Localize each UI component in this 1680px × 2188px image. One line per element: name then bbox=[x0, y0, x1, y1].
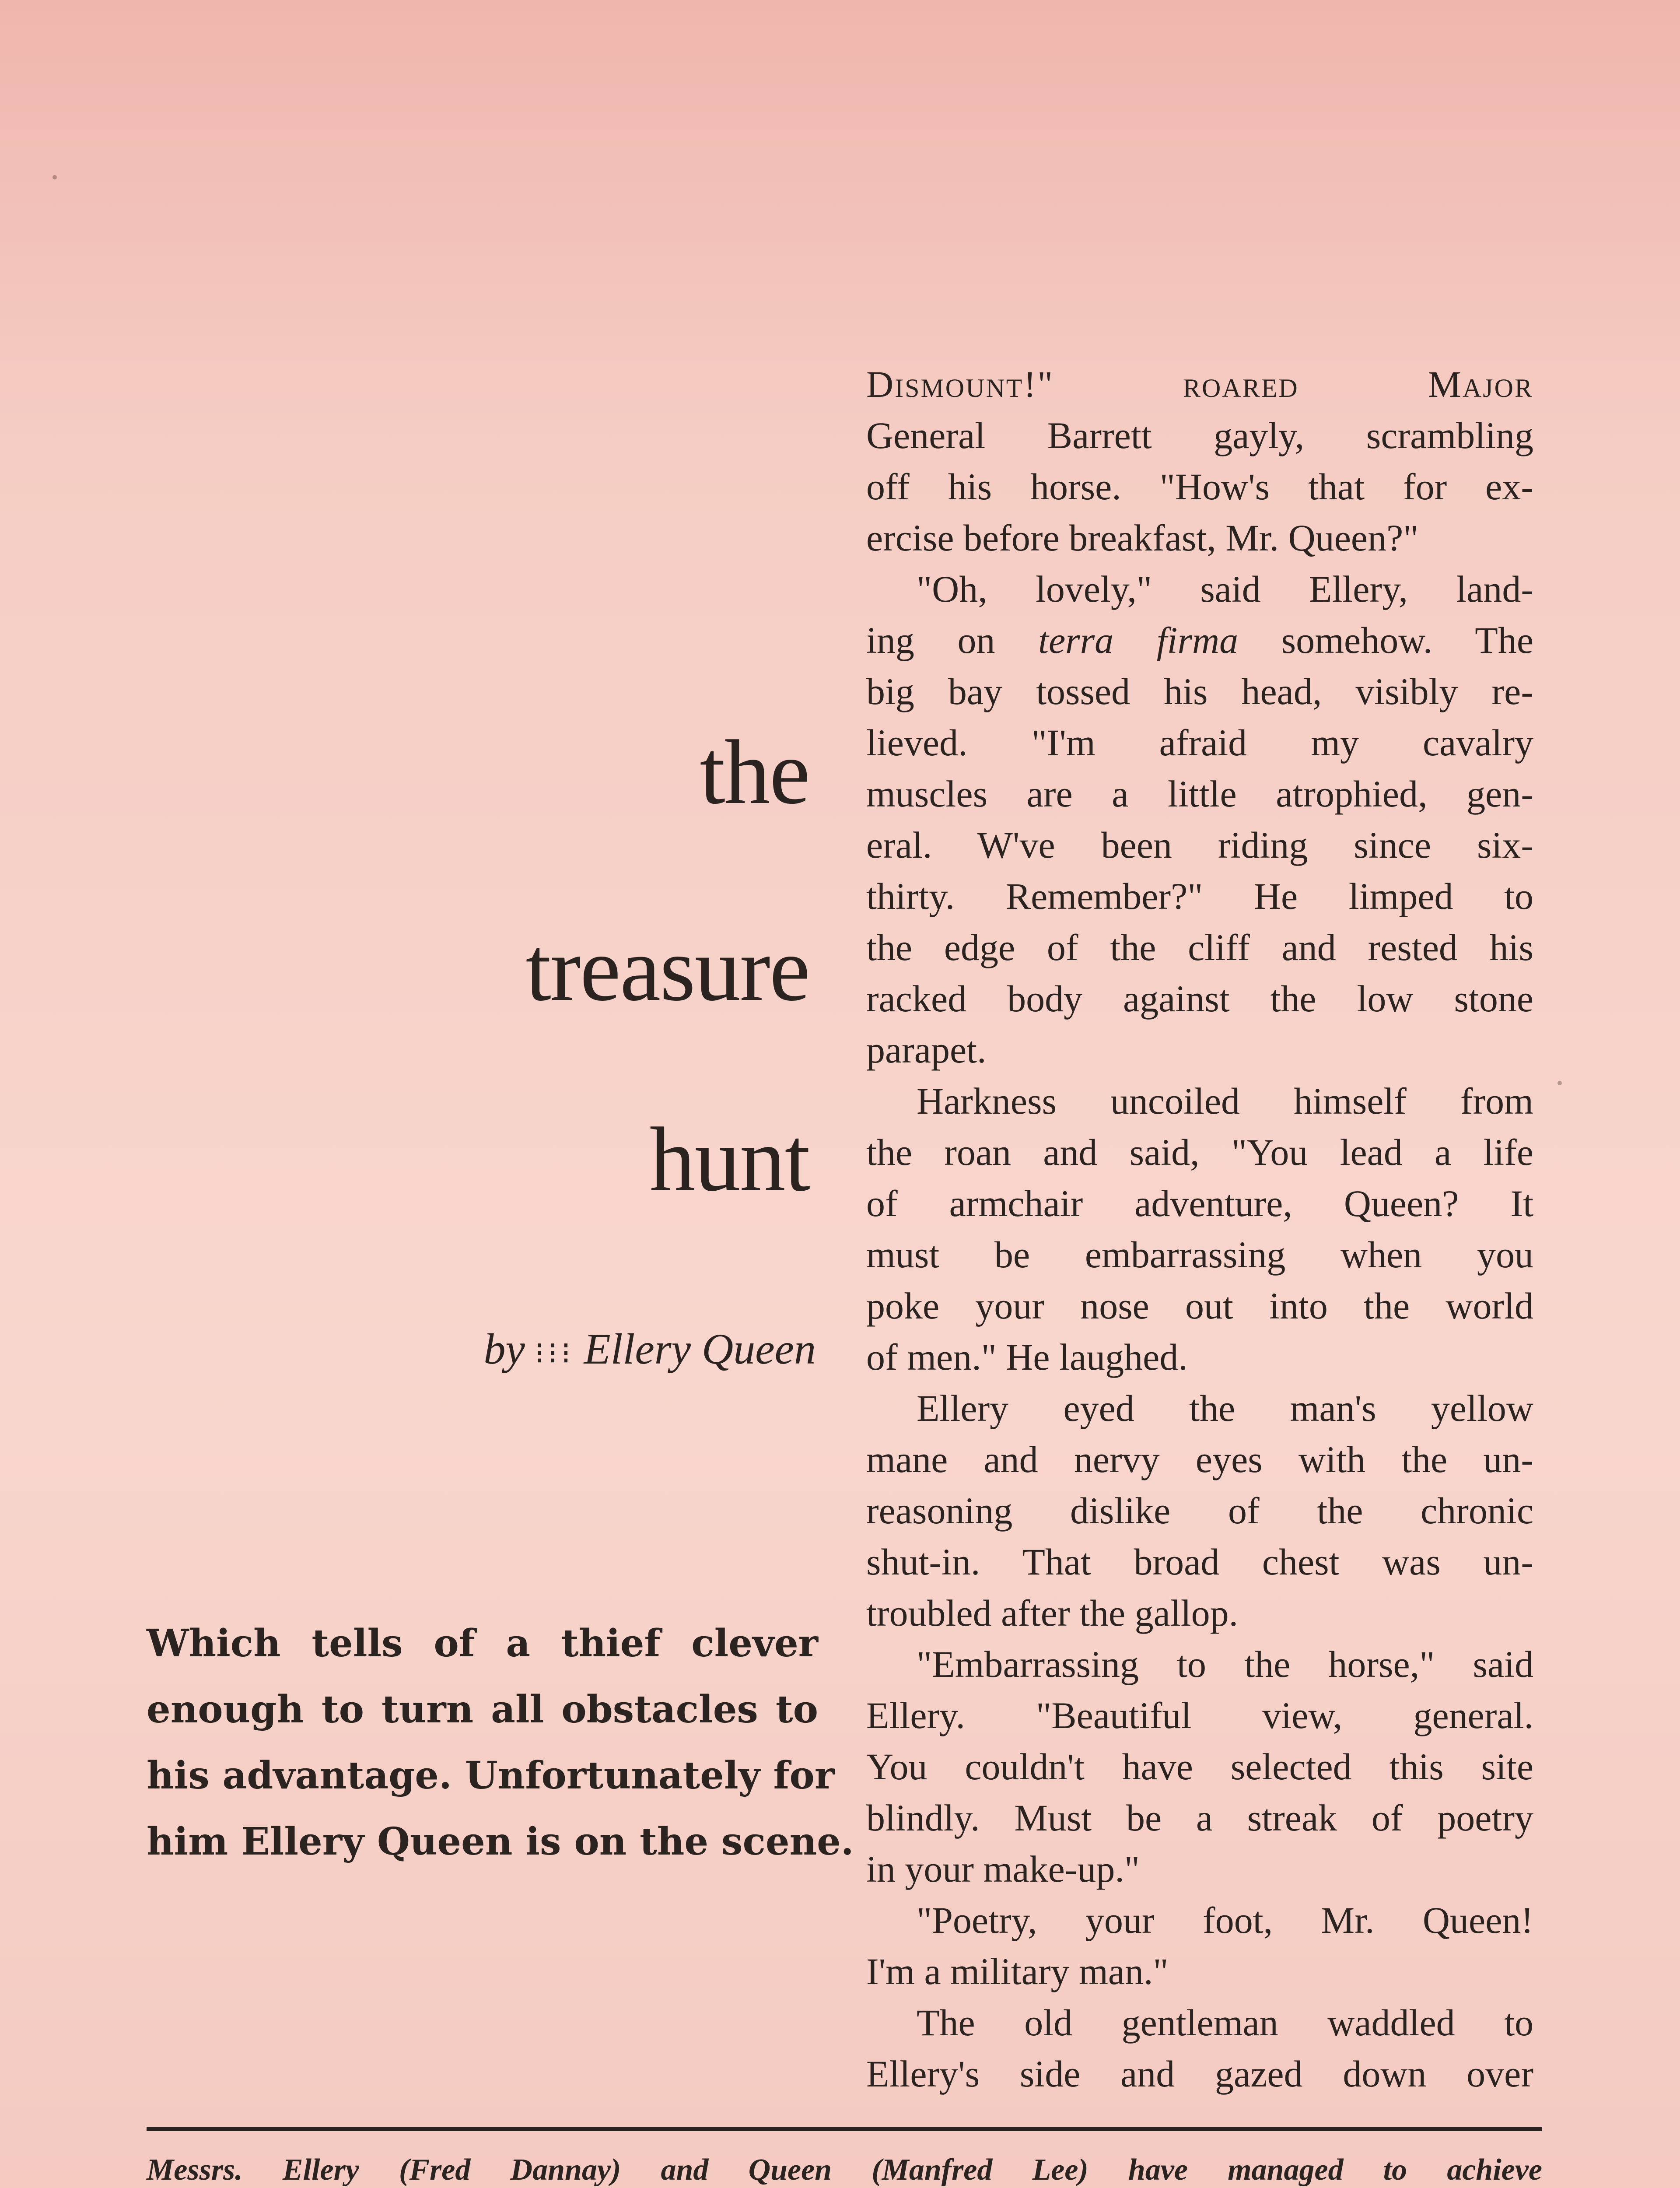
story-line: of armchair adventure, Queen? It bbox=[866, 1182, 1533, 1224]
story-line: ercise before breakfast, Mr. Queen?" bbox=[866, 517, 1419, 559]
story-line: Ellery eyed the man's yellow bbox=[917, 1387, 1533, 1429]
story-line bbox=[866, 615, 1533, 666]
blurb-line: him Ellery Queen is on the scene. bbox=[147, 1820, 854, 1864]
story-line: off his horse. "How's that for ex- bbox=[866, 466, 1533, 508]
story-opening-smallcaps: Dismount!" roared Major bbox=[866, 363, 1533, 405]
story-line: eral. W've been riding since six- bbox=[866, 824, 1533, 866]
bio-line: Messrs. Ellery (Fred Dannay) and Queen (Manfred Lee) have managed to achieve bbox=[147, 2153, 1542, 2187]
story-line: lieved. "I'm afraid my cavalry bbox=[866, 722, 1533, 764]
story-line: I'm a military man." bbox=[866, 1950, 1169, 1992]
story-line: General Barrett gayly, scrambling bbox=[866, 414, 1533, 456]
story-line: must be embarrassing when you bbox=[866, 1234, 1533, 1276]
story-blurb bbox=[147, 1610, 854, 1875]
story-line: poke your nose out into the world bbox=[866, 1285, 1533, 1327]
story-opening-line bbox=[866, 359, 1533, 410]
blurb-line: enough to turn all obstacles to bbox=[147, 1687, 818, 1732]
story-line: Harkness uncoiled himself from bbox=[917, 1080, 1533, 1122]
story-line: "Embarrassing to the horse," said bbox=[917, 1643, 1533, 1685]
story-line: thirty. Remember?" He limped to bbox=[866, 875, 1533, 917]
story-line: muscles are a little atrophied, gen- bbox=[866, 773, 1533, 815]
story-line: mane and nervy eyes with the un- bbox=[866, 1438, 1533, 1480]
byline-ornament: ⁝⁝⁝ bbox=[534, 1337, 574, 1371]
story-title-line-1: the bbox=[700, 722, 809, 823]
story-line: blindly. Must be a streak of poetry bbox=[866, 1797, 1533, 1839]
story-line: shut-in. That broad chest was un- bbox=[866, 1541, 1533, 1583]
footer-rule-top bbox=[147, 2127, 1542, 2131]
author-bio-note bbox=[147, 2146, 1542, 2188]
byline-author: Ellery Queen bbox=[584, 1325, 816, 1373]
story-line: parapet. bbox=[866, 1029, 987, 1071]
story-line: racked body against the low stone bbox=[866, 978, 1533, 1020]
story-line: of men." He laughed. bbox=[866, 1336, 1188, 1378]
blurb-line: Which tells of a thief clever bbox=[147, 1621, 818, 1666]
story-title-line-3: hunt bbox=[649, 1109, 809, 1210]
story-line: Ellery. "Beautiful view, general. bbox=[866, 1694, 1533, 1736]
story-line: You couldn't have selected this site bbox=[866, 1746, 1533, 1788]
paper-speck bbox=[52, 175, 57, 179]
story-line: the edge of the cliff and rested his bbox=[866, 926, 1533, 968]
byline bbox=[484, 1324, 816, 1374]
story-line: The old gentleman waddled to bbox=[917, 2002, 1533, 2044]
story-line: "Poetry, your foot, Mr. Queen! bbox=[917, 1899, 1533, 1941]
story-line-part: ing on bbox=[866, 619, 1039, 661]
story-line: reasoning dislike of the chronic bbox=[866, 1490, 1533, 1532]
byline-prefix: by bbox=[483, 1325, 525, 1373]
story-line: troubled after the gallop. bbox=[866, 1592, 1239, 1634]
story-line: "Oh, lovely," said Ellery, land- bbox=[917, 568, 1533, 610]
story-line: Ellery's side and gazed down over bbox=[866, 2053, 1533, 2095]
blurb-line: his advantage. Unfortunately for bbox=[147, 1753, 835, 1798]
story-title-line-2: treasure bbox=[525, 919, 809, 1020]
story-italic-phrase: terra firma bbox=[1038, 619, 1239, 661]
paper-speck bbox=[1558, 1081, 1562, 1085]
story-line: the roan and said, "You lead a life bbox=[866, 1131, 1533, 1173]
story-line: in your make-up." bbox=[866, 1848, 1140, 1890]
story-line-part: somehow. The bbox=[1238, 619, 1533, 661]
story-column bbox=[866, 359, 1533, 2100]
story-line: big bay tossed his head, visibly re- bbox=[866, 670, 1533, 712]
